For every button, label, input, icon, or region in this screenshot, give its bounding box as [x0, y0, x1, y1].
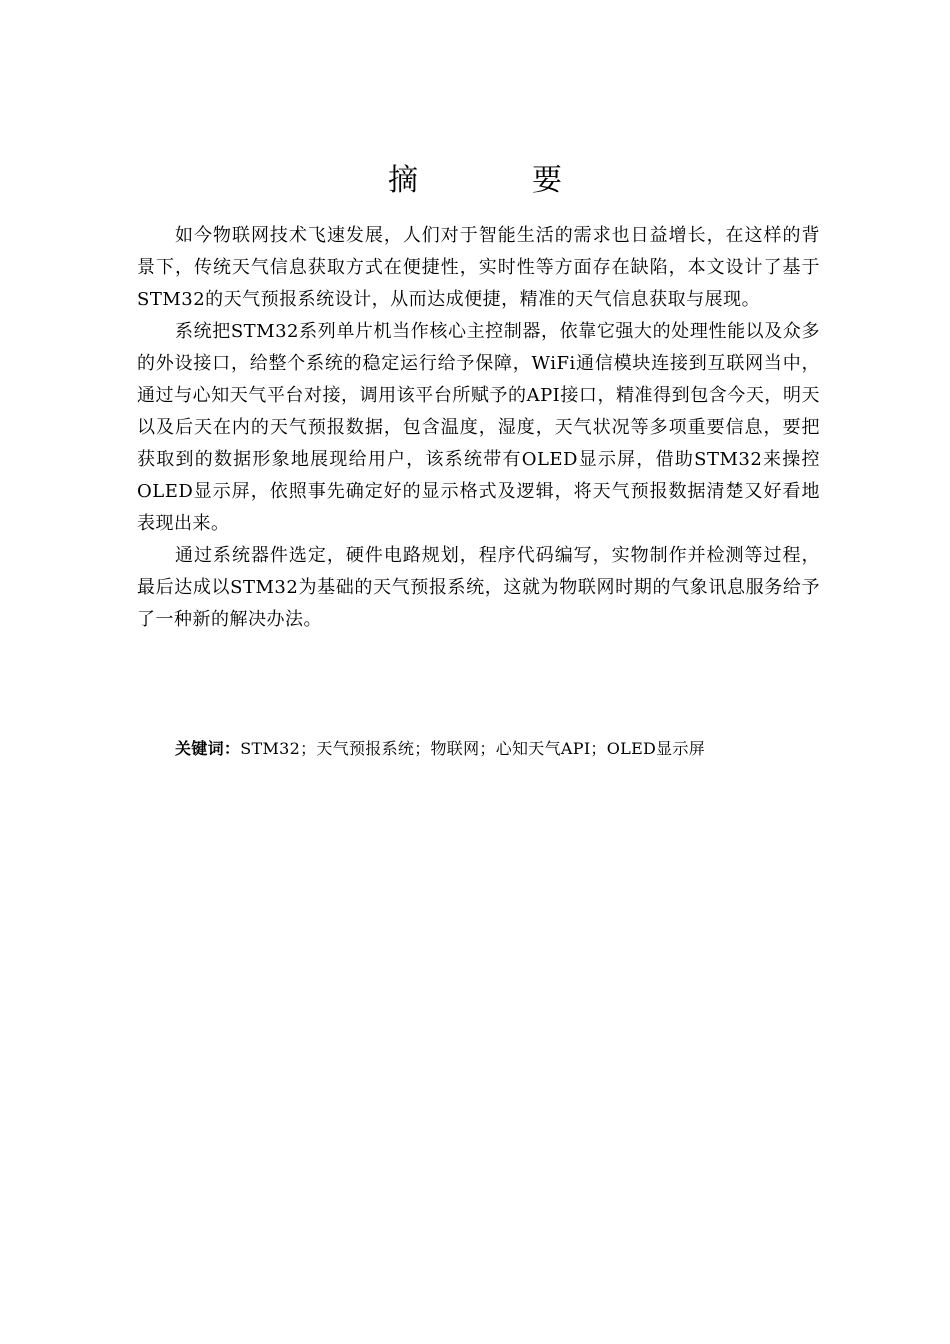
keywords-text: STM32；天气预报系统；物联网；心知天气API；OLED显示屏: [240, 739, 706, 758]
keywords-line: [175, 734, 705, 764]
abstract-title: 摘 要: [388, 163, 604, 198]
abstract-paragraph-1: 如今物联网技术飞速发展，人们对于智能生活的需求也日益增长，在这样的背景下，传统天气信息获取方式在便捷性，实时性等方面存在缺陷，本文设计了基于STM32的天气预报系统设计，从而达成便捷，精准的天气信息获取与展现。: [137, 225, 820, 310]
keywords-separator: ：: [223, 739, 241, 758]
abstract-paragraph-3: 通过系统器件选定，硬件电路规划，程序代码编写，实物制作并检测等过程，最后达成以STM32为基础的天气预报系统，这就为物联网时期的气象讯息服务给予了一种新的解决办法。: [137, 545, 820, 630]
abstract-body: [137, 220, 820, 636]
keywords-label: 关键词: [175, 739, 224, 758]
abstract-paragraph-2: 系统把STM32系列单片机当作核心主控制器，依靠它强大的处理性能以及众多的外设接口，给整个系统的稳定运行给予保障，WiFi通信模块连接到互联网当中，通过与心知天气平台对接，调用该平台所赋予的API接口，精准得到包含今天，明天以及后天在内的天气预报数据，包含温度，湿度，天气状况等多项重要信息，要把获取到的数据形象地展现给用户，该系统带有OLED显示屏，借助STM32来操控OLED显示屏，依照事先确定好的显示格式及逻辑，将天气预报数据清楚又好看地表现出来。: [137, 321, 820, 534]
